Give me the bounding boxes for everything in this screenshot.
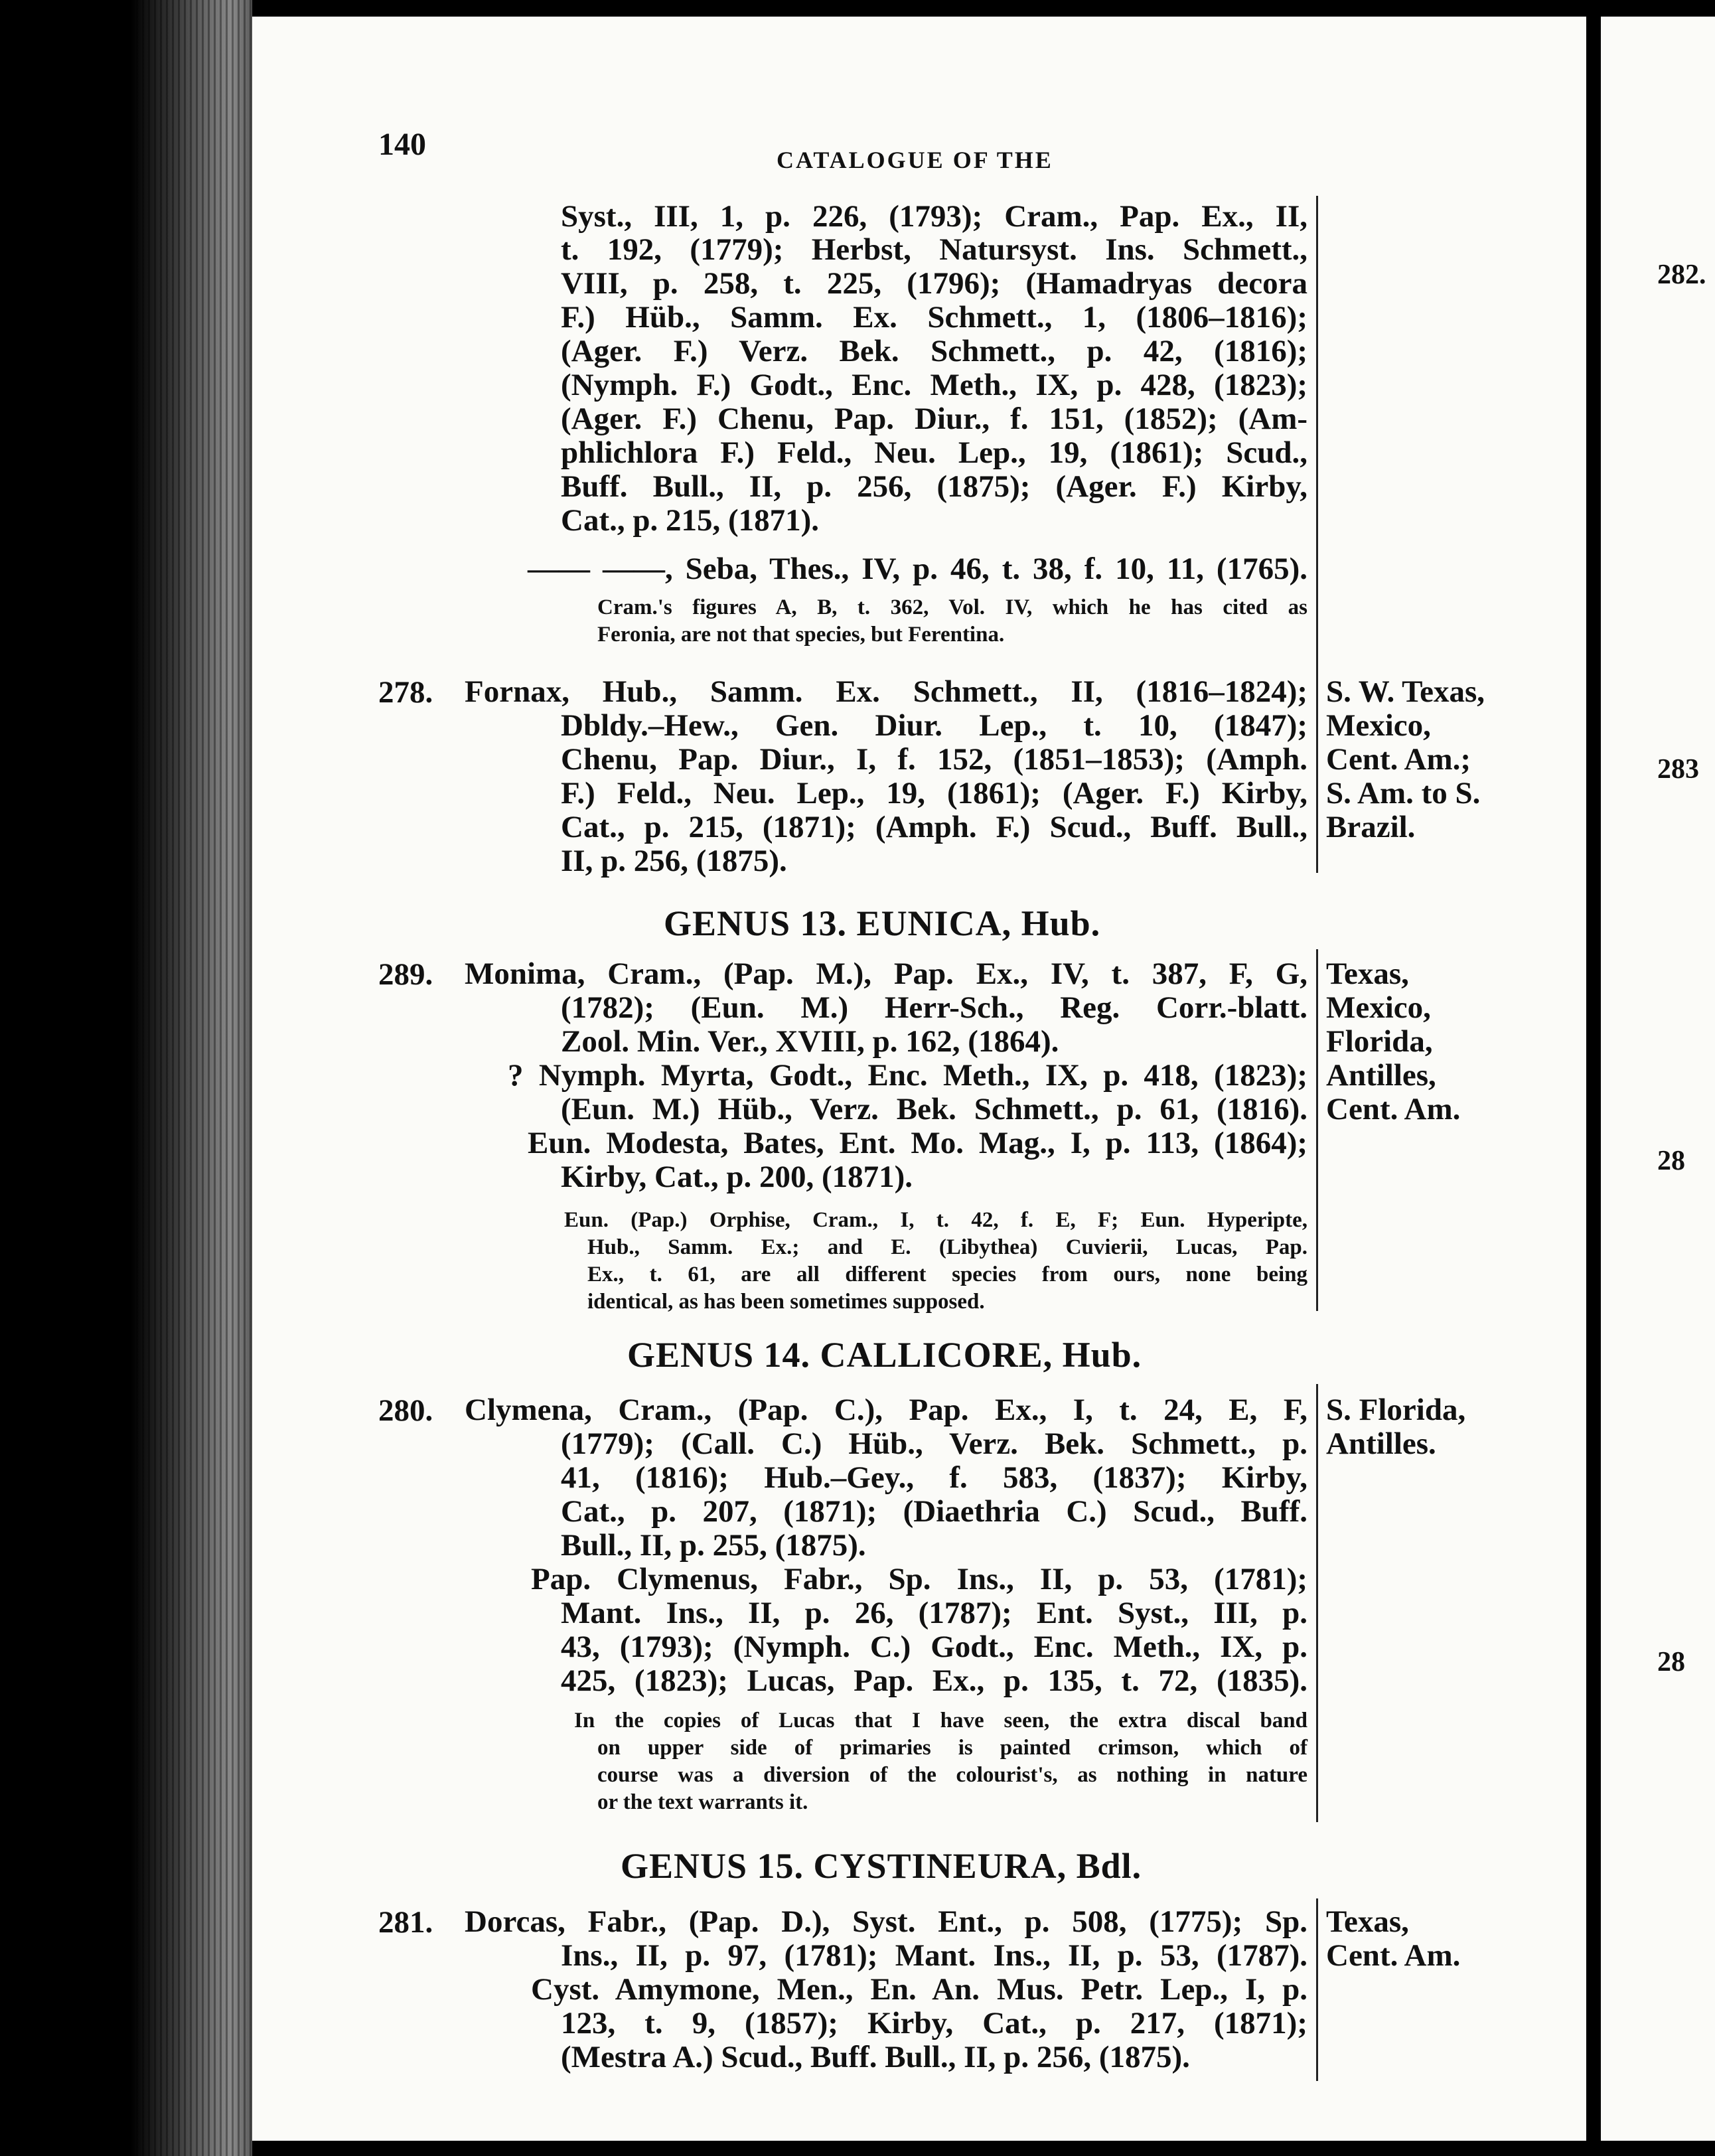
entry-text-line: Dorcas, Fabr., (Pap. D.), Syst. Ent., p. 508, (1775); Sp. (465, 1904, 1307, 1939)
entry-text-line: Chenu, Pap. Diur., I, f. 152, (1851–1853); (Amph. (561, 742, 1307, 777)
column-rule (1316, 670, 1318, 873)
footnote-line: Ex., t. 61, are all different species from ours, none being (587, 1263, 1307, 1286)
distribution: Brazil. (1326, 810, 1416, 844)
entry-text-line: Cat., p. 215, (1871). (561, 503, 820, 538)
footnote-line: In the copies of Lucas that I have seen, the extra discal band (574, 1709, 1307, 1733)
entry-text-line: Kirby, Cat., p. 200, (1871). (561, 1160, 913, 1194)
entry-text-line: 41, (1816); Hub.–Gey., f. 583, (1837); Kirby, (561, 1460, 1307, 1495)
entry-synonym-line: Pap. Clymenus, Fabr., Sp. Ins., II, p. 53, (1781); (531, 1562, 1307, 1596)
footnote-line: or the text warrants it. (597, 1790, 808, 1814)
footnote-line: Feronia, are not that species, but Ferentina. (597, 623, 1005, 647)
distribution: Mexico, (1326, 990, 1431, 1025)
entry-text-line: (1779); (Call. C.) Hüb., Verz. Bek. Schmett., p. (561, 1426, 1307, 1461)
facing-page-edge (1601, 17, 1715, 2141)
entry-text-line: F.) Feld., Neu. Lep., 19, (1861); (Ager. F.) Kirby, (561, 776, 1307, 810)
entry-text-line: F.) Hüb., Samm. Ex. Schmett., 1, (1806–1816); (561, 300, 1307, 335)
entry-text-line: Cat., p. 207, (1871); (Diaethria C.) Scud., Buff. (561, 1494, 1307, 1529)
column-rule (1316, 949, 1318, 1311)
entry-text-line: 425, (1823); Lucas, Pap. Ex., p. 135, t. 72, (1835). (561, 1663, 1307, 1698)
entry-synonym-line: Eun. Modesta, Bates, Ent. Mo. Mag., I, p. 113, (1864); (528, 1126, 1307, 1160)
entry-text-line: (1782); (Eun. M.) Herr-Sch., Reg. Corr.-blatt. (561, 990, 1307, 1025)
column-rule (1316, 196, 1318, 670)
distribution: Cent. Am. (1326, 1938, 1461, 1973)
spine-edge (136, 0, 252, 2156)
entry-synonym-line: Cyst. Amymone, Men., En. An. Mus. Petr. Lep., I, p. (531, 1972, 1307, 2007)
entry-text-line: Bull., II, p. 255, (1875). (561, 1528, 866, 1563)
page-number: 140 (378, 127, 426, 162)
entry-text-line: Buff. Bull., II, p. 256, (1875); (Ager. F.) Kirby, (561, 469, 1307, 504)
entry-text-line: Fornax, Hub., Samm. Ex. Schmett., II, (1816–1824); (465, 674, 1307, 709)
distribution: Antilles. (1326, 1426, 1436, 1461)
genus-heading: GENUS 13. EUNICA, Hub. (664, 903, 1101, 943)
entry-text-line: (Ager. F.) Chenu, Pap. Diur., f. 151, (1852); (Am- (561, 402, 1307, 436)
entry-text-line: Mant. Ins., II, p. 26, (1787); Ent. Syst., III, p. (561, 1596, 1307, 1630)
footnote-line: on upper side of primaries is painted crimson, which of (597, 1736, 1307, 1760)
running-head: CATALOGUE OF THE (777, 147, 1053, 173)
entry-text-line: 123, t. 9, (1857); Kirby, Cat., p. 217, (1871); (561, 2006, 1307, 2041)
entry-text-line: VIII, p. 258, t. 225, (1796); (Hamadryas decora (561, 266, 1307, 301)
distribution: Antilles, (1326, 1058, 1436, 1093)
distribution: S. Am. to S. (1326, 776, 1481, 810)
book-spine (0, 0, 252, 2156)
entry-number: 278. (378, 675, 433, 710)
distribution: S. Florida, (1326, 1393, 1466, 1427)
genus-heading: GENUS 15. CYSTINEURA, Bdl. (621, 1846, 1142, 1886)
entry-text-line: Syst., III, 1, p. 226, (1793); Cram., Pap. Ex., II, (561, 199, 1307, 234)
distribution: S. W. Texas, (1326, 674, 1485, 709)
footnote-line: Eun. (Pap.) Orphise, Cram., I, t. 42, f. E, F; Eun. Hyperipte, (564, 1208, 1307, 1232)
entry-text-line: Cat., p. 215, (1871); (Amph. F.) Scud., Buff. Bull., (561, 810, 1307, 844)
facing-page-number: 282. (1657, 260, 1706, 290)
entry-text-line: (Eun. M.) Hüb., Verz. Bek. Schmett., p. 61, (1816). (561, 1092, 1307, 1126)
entry-text-line: Ins., II, p. 97, (1781); Mant. Ins., II, p. 53, (1787). (561, 1938, 1307, 1973)
entry-text-line: Dbldy.–Hew., Gen. Diur. Lep., t. 10, (1847); (561, 708, 1307, 743)
facing-page-number: 283 (1657, 754, 1699, 785)
footnote-line: course was a diversion of the colourist's, as nothing in nature (597, 1763, 1307, 1787)
entry-text-line: II, p. 256, (1875). (561, 844, 787, 878)
entry-text-line: 43, (1793); (Nymph. C.) Godt., Enc. Meth., IX, p. (561, 1630, 1307, 1664)
footnote-line: identical, as has been sometimes supposed. (587, 1290, 985, 1314)
entry-text-line: t. 192, (1779); Herbst, Natursyst. Ins. Schmett., (561, 232, 1307, 267)
column-rule (1316, 1898, 1318, 2081)
distribution: Florida, (1326, 1024, 1433, 1059)
footnote-line: Cram.'s figures A, B, t. 362, Vol. IV, which he has cited as (597, 595, 1307, 619)
facing-page-number: 28 (1657, 1146, 1685, 1176)
distribution: Texas, (1326, 957, 1409, 991)
distribution: Cent. Am. (1326, 1092, 1461, 1126)
entry-text-line: phlichlora F.) Feld., Neu. Lep., 19, (1861); Scud., (561, 435, 1307, 470)
distribution: Cent. Am.; (1326, 742, 1471, 777)
entry-number: 289. (378, 957, 433, 992)
distribution: Texas, (1326, 1904, 1409, 1939)
entry-text-line: Monima, Cram., (Pap. M.), Pap. Ex., IV, t. 387, F, G, (465, 957, 1307, 991)
entry-number: 280. (378, 1393, 433, 1428)
facing-page-number: 28 (1657, 1647, 1685, 1677)
column-rule (1316, 1384, 1318, 1822)
book-page (252, 17, 1586, 2141)
entry-text-line: (Nymph. F.) Godt., Enc. Meth., IX, p. 428, (1823); (561, 368, 1307, 402)
entry-number: 281. (378, 1905, 433, 1940)
genus-heading: GENUS 14. CALLICORE, Hub. (627, 1335, 1142, 1375)
entry-text-line: (Mestra A.) Scud., Buff. Bull., II, p. 256, (1875). (561, 2040, 1190, 2074)
entry-text-line: Clymena, Cram., (Pap. C.), Pap. Ex., I, t. 24, E, F, (465, 1393, 1307, 1427)
entry-synonym-line: ? Nymph. Myrta, Godt., Enc. Meth., IX, p. 418, (1823); (508, 1058, 1307, 1093)
entry-text-line: Zool. Min. Ver., XVIII, p. 162, (1864). (561, 1024, 1059, 1059)
entry-text-line: (Ager. F.) Verz. Bek. Schmett., p. 42, (1816); (561, 334, 1307, 368)
entry-synonym-line: —— ——, Seba, Thes., IV, p. 46, t. 38, f. 10, 11, (1765). (528, 552, 1307, 586)
footnote-line: Hub., Samm. Ex.; and E. (Libythea) Cuvierii, Lucas, Pap. (587, 1235, 1307, 1259)
distribution: Mexico, (1326, 708, 1431, 743)
